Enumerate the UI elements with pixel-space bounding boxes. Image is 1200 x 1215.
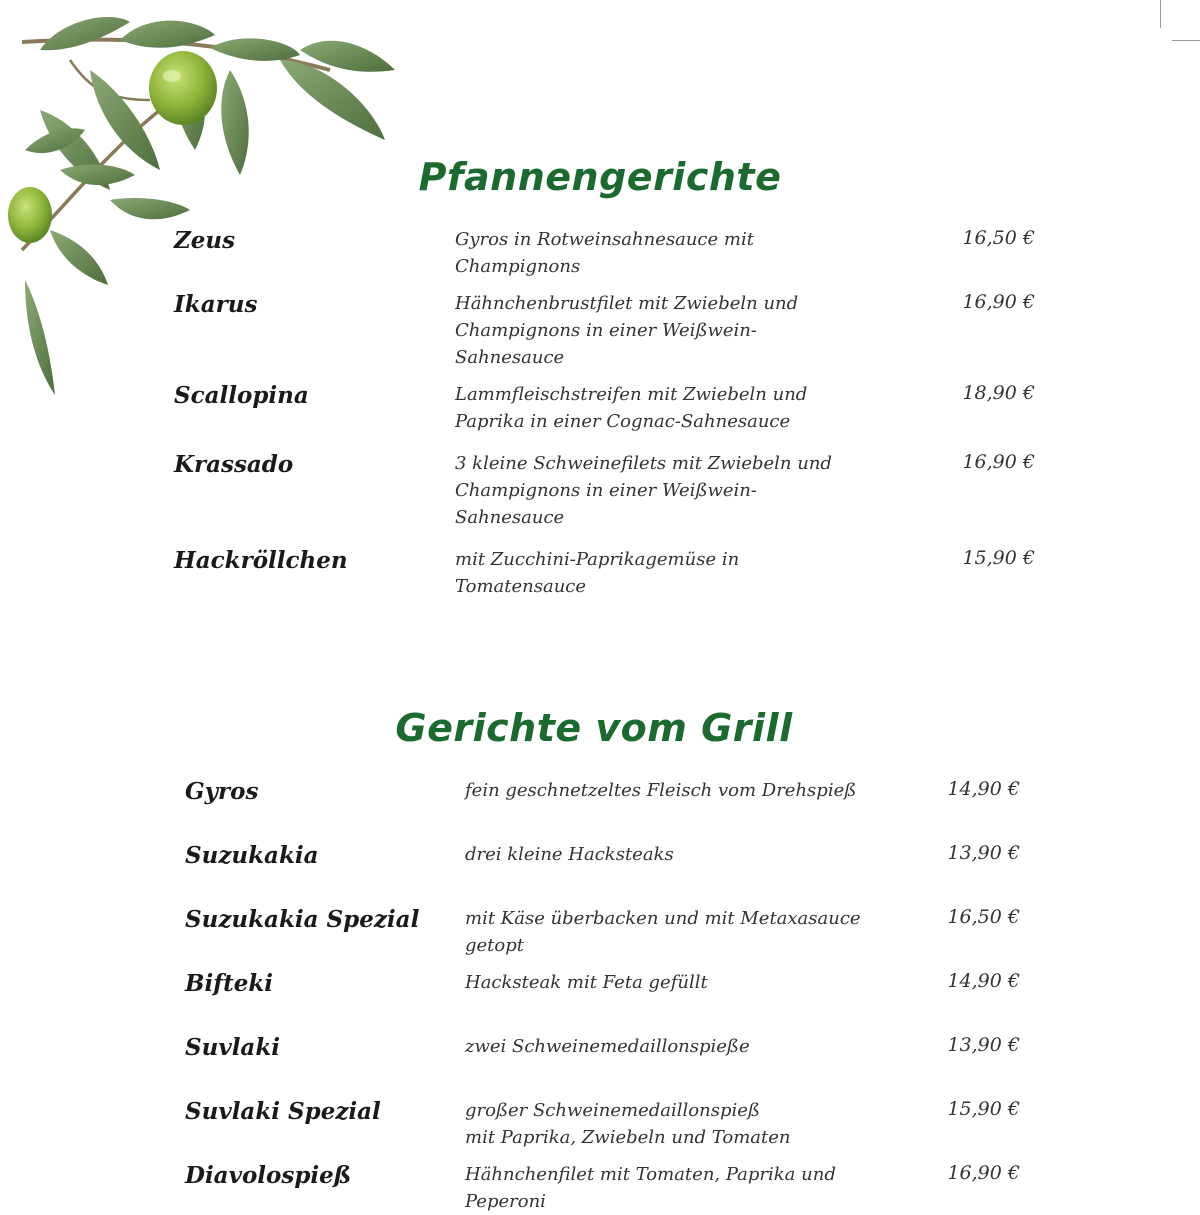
dish-price: 14,90 € bbox=[947, 778, 1020, 800]
dish-price: 16,50 € bbox=[947, 906, 1020, 928]
dish-name: Bifteki bbox=[185, 970, 274, 997]
dish-price: 16,50 € bbox=[962, 227, 1035, 249]
dish-price: 15,90 € bbox=[947, 1098, 1020, 1120]
dish-name: Suzukakia Spezial bbox=[185, 906, 420, 933]
dish-price: 13,90 € bbox=[947, 842, 1020, 864]
dish-name: Zeus bbox=[174, 227, 236, 254]
olive-branch-icon bbox=[0, 0, 420, 420]
dish-name: Gyros bbox=[185, 778, 259, 805]
dish-name: Hackröllchen bbox=[174, 547, 348, 574]
dish-price: 14,90 € bbox=[947, 970, 1020, 992]
dish-price: 18,90 € bbox=[962, 382, 1035, 404]
dish-description: mit Zucchini-Paprikagemüse in Tomatensauce bbox=[455, 549, 740, 597]
dish-description: zwei Schweinemedaillonspieße bbox=[465, 1036, 750, 1057]
dish-price: 16,90 € bbox=[962, 291, 1035, 313]
dish-description: Lammfleischstreifen mit Zwiebeln und Paprika in einer Cognac-Sahnesauce bbox=[455, 384, 808, 432]
dish-name: Suvlaki bbox=[185, 1034, 281, 1061]
dish-name: Diavolospieß bbox=[185, 1162, 352, 1189]
dish-description: Hacksteak mit Feta gefüllt bbox=[465, 972, 708, 993]
crop-mark-top-right-v bbox=[1160, 0, 1161, 28]
dish-name: Ikarus bbox=[174, 291, 258, 318]
dish-description: Hähnchenfilet mit Tomaten, Paprika und Peperoni bbox=[465, 1164, 836, 1212]
dish-name: Suzukakia bbox=[185, 842, 319, 869]
dish-price: 16,90 € bbox=[947, 1162, 1020, 1184]
section-title-grill: Gerichte vom Grill bbox=[395, 706, 793, 750]
dish-description: großer Schweinemedaillonspieß mit Paprika, Zwiebeln und Tomaten bbox=[465, 1100, 791, 1148]
dish-price: 15,90 € bbox=[962, 547, 1035, 569]
crop-mark-top-right-h bbox=[1172, 40, 1200, 41]
dish-description: 3 kleine Schweinefilets mit Zwiebeln und Champignons in einer Weißwein- Sahnesauce bbox=[455, 453, 832, 528]
dish-price: 16,90 € bbox=[962, 451, 1035, 473]
dish-description: mit Käse überbacken und mit Metaxasauce getopt bbox=[465, 908, 861, 956]
dish-description: Gyros in Rotweinsahnesauce mit Champignons bbox=[455, 229, 754, 277]
dish-description: drei kleine Hacksteaks bbox=[465, 844, 674, 865]
dish-name: Suvlaki Spezial bbox=[185, 1098, 381, 1125]
section-title-pfannengerichte: Pfannengerichte bbox=[418, 155, 782, 199]
dish-name: Scallopina bbox=[174, 382, 309, 409]
dish-description: Hähnchenbrustfilet mit Zwiebeln und Champignons in einer Weißwein- Sahnesauce bbox=[455, 293, 799, 368]
dish-description: fein geschnetzeltes Fleisch vom Drehspieß bbox=[465, 780, 857, 801]
dish-name: Krassado bbox=[174, 451, 294, 478]
dish-price: 13,90 € bbox=[947, 1034, 1020, 1056]
